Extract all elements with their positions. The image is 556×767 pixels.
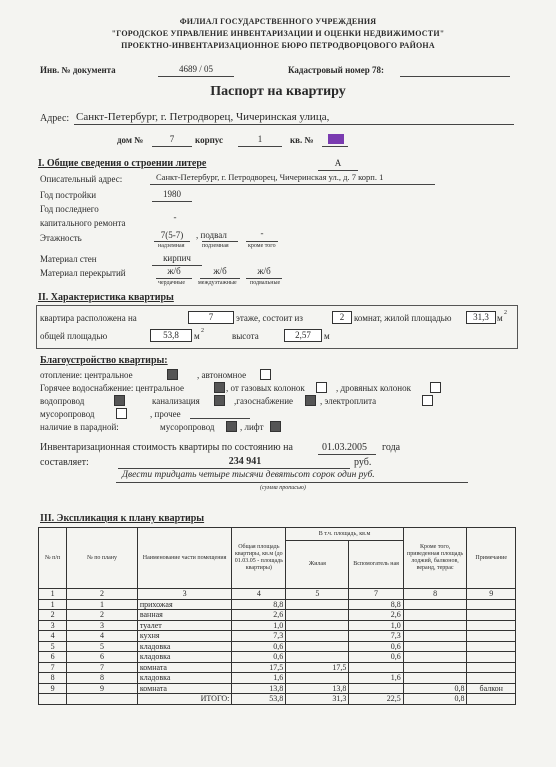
cell-living: 17,5 — [286, 662, 349, 673]
heating-auto-label: , автономное — [197, 370, 247, 380]
cell-aux — [349, 662, 403, 673]
garbage-label: мусоропровод — [40, 409, 95, 419]
descr-addr-label: Описательный адрес: — [40, 174, 123, 184]
hotwater-gas-label: , от газовых колонок — [226, 383, 305, 393]
col-header-extra: Кроме того, приведенная площадь лоджий, балконов, веранд, террас — [403, 528, 467, 589]
cell-aux: 8,8 — [349, 599, 403, 610]
colnum: 1 — [39, 589, 67, 600]
s2-text-2: этаже, состоит из — [236, 313, 303, 323]
water-checkbox — [114, 395, 125, 406]
colnum: 8 — [403, 589, 467, 600]
valuation-year: года — [382, 442, 401, 453]
cell-plan: 4 — [67, 631, 138, 642]
cell-n: 9 — [39, 683, 67, 694]
cell-name: кухня — [137, 631, 232, 642]
cell-extra — [403, 641, 467, 652]
cell-living — [286, 620, 349, 631]
cell-living: 13,8 — [286, 683, 349, 694]
litera-value: А — [334, 158, 342, 168]
cell-name: туалет — [137, 620, 232, 631]
cell-note — [467, 652, 516, 663]
table-row — [39, 599, 516, 610]
cell-plan: 1 — [67, 599, 138, 610]
valuation-currency: руб. — [354, 457, 372, 468]
year-built-label: Год постройки — [40, 190, 97, 200]
lift-checkbox — [270, 421, 281, 432]
overlap-v1: ж/б — [167, 266, 181, 276]
cell-n: 4 — [39, 631, 67, 642]
colnum: 4 — [232, 589, 286, 600]
section2-title: II. Характеристика квартиры — [38, 292, 174, 303]
valuation-text-1: Инвентаризационная стоимость квартиры по состоянию на — [40, 442, 293, 453]
cap-basement: подземная — [202, 243, 229, 249]
cell-name: кладовка — [137, 652, 232, 663]
table-row — [39, 683, 516, 694]
descr-addr-value: Санкт-Петербург, г. Петродворец, Чичеринская ул., д. 7 корп. 1 — [156, 172, 384, 182]
cap-overlap-2: междуэтажные — [198, 280, 237, 286]
cell-n: 1 — [39, 599, 67, 610]
cell-living — [286, 610, 349, 621]
hotwater-label: Горячее водоснабжение: центральное — [40, 383, 184, 393]
walls-value: кирпич — [163, 253, 191, 263]
stove-label: , электроплита — [320, 396, 377, 406]
section3-title: III. Экспликация к плану квартиры — [40, 513, 205, 524]
cell-living — [286, 631, 349, 642]
cell-plan: 5 — [67, 641, 138, 652]
height-box: 2,57 — [284, 329, 322, 342]
hotwater-gas-checkbox — [316, 382, 327, 393]
colnum: 9 — [467, 589, 516, 600]
table-row — [39, 610, 516, 621]
address-label: Адрес: — [40, 113, 70, 124]
rooms-box: 2 — [332, 311, 352, 324]
cell-n: 5 — [39, 641, 67, 652]
cell-living — [286, 641, 349, 652]
basement-value: , подвал — [196, 230, 227, 240]
sewer-label: канализация — [152, 396, 200, 406]
cell-name: комната — [137, 662, 232, 673]
valuation-words-caption: (сумма прописью) — [260, 485, 306, 491]
cell-aux: 1,0 — [349, 620, 403, 631]
last-repair-label-1: Год последнего — [40, 204, 99, 214]
total-aux: 22,5 — [349, 694, 403, 705]
total-label: ИТОГО: — [137, 694, 232, 705]
house-value: 7 — [169, 134, 175, 144]
col-header-note: Примечание — [467, 528, 516, 589]
cell-note — [467, 620, 516, 631]
floor-box: 7 — [188, 311, 234, 324]
m2-sup-2: 2 — [201, 328, 204, 334]
column-number-row — [39, 589, 516, 600]
stove-checkbox — [422, 395, 433, 406]
cell-extra — [403, 599, 467, 610]
inv-label: Инв. № документа — [40, 65, 116, 75]
col-header-group: В т.ч. площадь, кв.м — [286, 528, 403, 541]
cell-note — [467, 599, 516, 610]
s2-text-6: м — [324, 331, 330, 341]
col-header-total: Общая площадь квартиры, кв.м (до 01.03.05 - площадь квартиры) — [232, 528, 286, 589]
gas-label: ,газоснабжение — [234, 396, 294, 406]
garbage-checkbox — [116, 408, 127, 419]
valuation-date: 01.03.2005 — [322, 442, 367, 453]
cap-overlap-3: подвальные — [250, 280, 281, 286]
m2-unit-1: м — [497, 313, 503, 323]
redaction-mark — [328, 134, 344, 144]
cell-note — [467, 641, 516, 652]
hotwater-central-checkbox — [214, 382, 225, 393]
col-header-aux: Вспомогатель ная — [349, 541, 403, 589]
entrance-label: наличие в парадной: — [40, 422, 119, 432]
cell-living — [286, 599, 349, 610]
page-title: Паспорт на квартиру — [210, 84, 346, 99]
total-area-box: 53,8 — [150, 329, 192, 342]
section2-frame — [36, 305, 518, 349]
cell-extra — [403, 631, 467, 642]
garbage2-checkbox — [226, 421, 237, 432]
table-row — [39, 673, 516, 684]
org-line-3: ПРОЕКТНО-ИНВЕНТАРИЗАЦИОННОЕ БЮРО ПЕТРОДВОРЦОВОГО РАЙОНА — [121, 41, 435, 50]
m2-sup-1: 2 — [504, 310, 507, 316]
cadastral-label: Кадастровый номер 78: — [288, 65, 384, 75]
cell-aux: 7,3 — [349, 631, 403, 642]
cell-extra — [403, 662, 467, 673]
s2-text-4: общей площадью — [40, 331, 108, 341]
water-label: водопровод — [40, 396, 85, 406]
cell-aux: 1,6 — [349, 673, 403, 684]
garbage2-label: мусоропровод — [160, 422, 215, 432]
hotwater-wood-label: , дровяных колонок — [336, 383, 411, 393]
cell-aux — [349, 683, 403, 694]
col-header-plan: № по плану — [67, 528, 138, 589]
inv-value: 4689 / 05 — [178, 64, 213, 74]
cell-extra — [403, 673, 467, 684]
total-area: 53,8 — [232, 694, 286, 705]
org-line-1: ФИЛИАЛ ГОСУДАРСТВЕННОГО УЧРЕЖДЕНИЯ — [179, 17, 377, 26]
cell-living — [286, 673, 349, 684]
cell-living — [286, 652, 349, 663]
overlap-v2: ж/б — [213, 266, 227, 276]
cell-plan: 2 — [67, 610, 138, 621]
cell-aux: 0,6 — [349, 652, 403, 663]
other-label: , прочее — [150, 409, 181, 419]
explication-table — [38, 527, 516, 705]
cell-plan: 7 — [67, 662, 138, 673]
cell-total: 7,3 — [232, 631, 286, 642]
colnum: 7 — [349, 589, 403, 600]
lift-label: , лифт — [240, 422, 264, 432]
cell-total: 0,6 — [232, 652, 286, 663]
living-box: 31,3 — [466, 311, 496, 324]
cell-name: кладовка — [137, 641, 232, 652]
last-repair-value: - — [173, 212, 177, 222]
cell-plan: 9 — [67, 683, 138, 694]
cell-plan: 3 — [67, 620, 138, 631]
cell-n: 2 — [39, 610, 67, 621]
cell-plan: 8 — [67, 673, 138, 684]
valuation-text-2: составляет: — [40, 457, 89, 468]
year-built-value: 1980 — [163, 189, 181, 199]
heating-label: отопление: центральное — [40, 370, 133, 380]
total-living: 31,3 — [286, 694, 349, 705]
cell-plan: 6 — [67, 652, 138, 663]
cell-total: 1,0 — [232, 620, 286, 631]
cell-total: 8,8 — [232, 599, 286, 610]
korpus-label: корпус — [195, 135, 223, 145]
table-row — [39, 631, 516, 642]
cell-name: комната — [137, 683, 232, 694]
total-extra: 0,8 — [403, 694, 467, 705]
m2-unit-2: м — [194, 331, 200, 341]
kv-label: кв. № — [290, 135, 314, 145]
cell-name: прихожая — [137, 599, 232, 610]
cell-note — [467, 673, 516, 684]
last-repair-label-2: капитального ремонта — [40, 218, 126, 228]
overlap-label: Материал перекрытий — [40, 268, 126, 278]
floors-value: 7(5-7) — [160, 230, 184, 240]
cell-total: 1,6 — [232, 673, 286, 684]
org-line-2: "ГОРОДСКОЕ УПРАВЛЕНИЕ ИНВЕНТАРИЗАЦИИ И ОЦЕНКИ НЕДВИЖИМОСТИ" — [111, 29, 445, 38]
hotwater-wood-checkbox — [430, 382, 441, 393]
cell-total: 17,5 — [232, 662, 286, 673]
s2-text-3: комнат, жилой площадью — [354, 313, 452, 323]
overlap-v3: ж/б — [257, 266, 271, 276]
heating-central-checkbox — [167, 369, 178, 380]
cell-note: балкон — [467, 683, 516, 694]
sewer-checkbox — [214, 395, 225, 406]
total-row — [39, 694, 516, 705]
valuation-amount: 234 941 — [228, 456, 262, 467]
table-row — [39, 620, 516, 631]
house-label: дом № — [117, 135, 144, 145]
colnum: 3 — [137, 589, 232, 600]
floors-label: Этажность — [40, 233, 82, 243]
cell-n: 8 — [39, 673, 67, 684]
cell-extra: 0,8 — [403, 683, 467, 694]
walls-label: Материал стен — [40, 254, 97, 264]
cell-name: ванная — [137, 610, 232, 621]
cell-n: 3 — [39, 620, 67, 631]
attic-value: - — [260, 228, 264, 238]
table-row — [39, 641, 516, 652]
amenities-title: Благоустройство квартиры: — [40, 355, 168, 366]
cell-aux: 0,6 — [349, 641, 403, 652]
cell-aux: 2,6 — [349, 610, 403, 621]
cell-name: кладовка — [137, 673, 232, 684]
s2-text-5: высота — [232, 331, 259, 341]
cap-attic: кроме того — [248, 243, 276, 249]
col-header-n: № п/п — [39, 528, 67, 589]
gas-checkbox — [305, 395, 316, 406]
cell-extra — [403, 652, 467, 663]
cell-n: 7 — [39, 662, 67, 673]
cell-note — [467, 631, 516, 642]
table-row — [39, 662, 516, 673]
cell-note — [467, 662, 516, 673]
cell-total: 2,6 — [232, 610, 286, 621]
cell-total: 13,8 — [232, 683, 286, 694]
cap-floors: надземная — [158, 243, 185, 249]
section1-title: I. Общие сведения о строении литере — [38, 158, 207, 169]
s2-text-1: квартира расположена на — [40, 313, 137, 323]
cap-overlap-1: чердачные — [158, 280, 185, 286]
heating-auto-checkbox — [260, 369, 271, 380]
cell-note — [467, 610, 516, 621]
col-header-name: Наименование части помещения — [137, 528, 232, 589]
address-value: Санкт-Петербург, г. Петродворец, Чичеринская улица, — [76, 111, 330, 123]
table-row — [39, 652, 516, 663]
cell-n: 6 — [39, 652, 67, 663]
colnum: 5 — [286, 589, 349, 600]
cell-extra — [403, 620, 467, 631]
colnum: 2 — [67, 589, 138, 600]
col-header-living: Жилая — [286, 541, 349, 589]
korpus-value: 1 — [257, 134, 263, 144]
valuation-words: Двести тридцать четыре тысячи девятьсот сорок один руб. — [122, 470, 375, 480]
cell-extra — [403, 610, 467, 621]
cell-total: 0,6 — [232, 641, 286, 652]
